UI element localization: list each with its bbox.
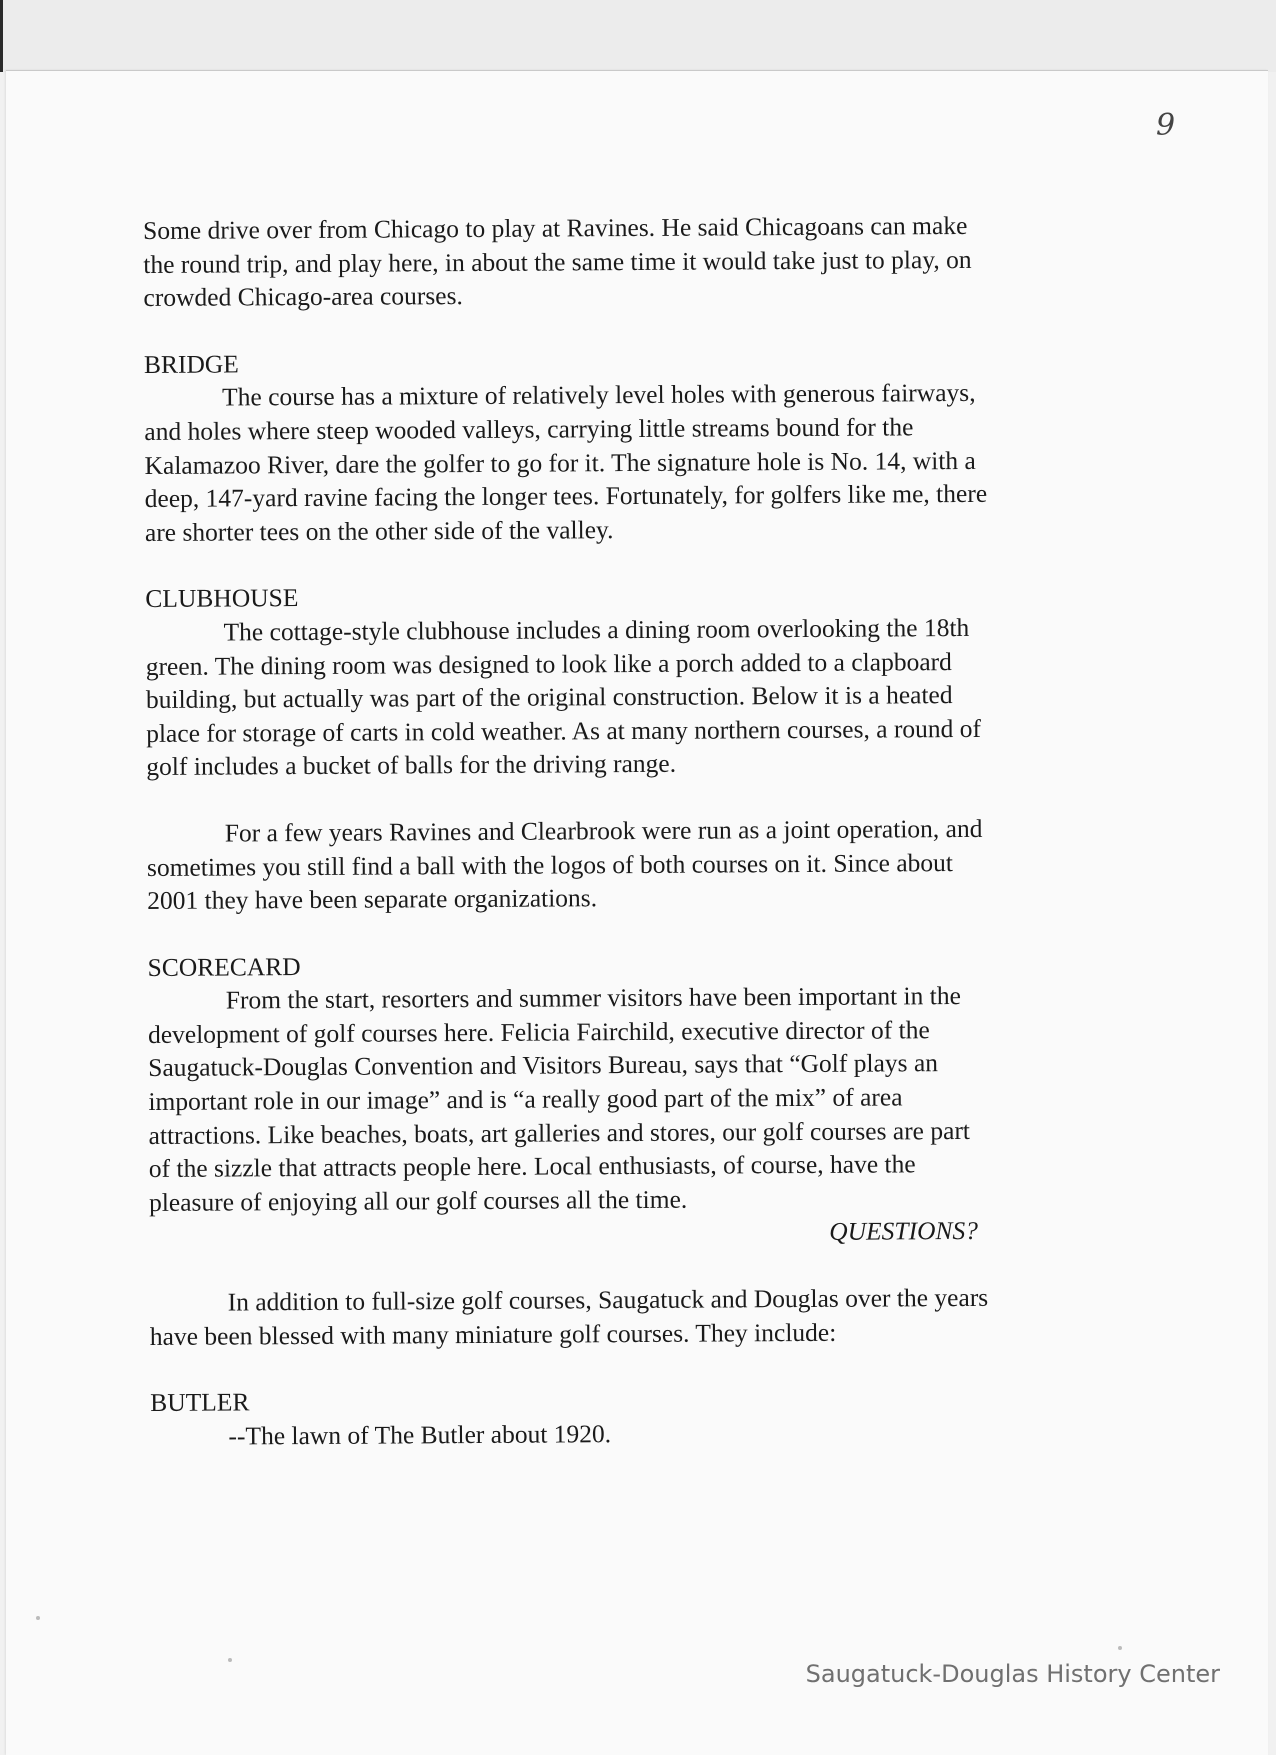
miniature-line: have been blessed with many miniature golf courses. They include: xyxy=(149,1317,837,1351)
joint-line: sometimes you still find a ball with the logos of both courses on it. Since about xyxy=(146,847,954,882)
scan-speck xyxy=(228,1658,232,1662)
scorecard-line: From the start, resorters and summer visitors have been important in the xyxy=(225,981,961,1015)
clubhouse-line: green. The dining room was designed to look like a porch added to a clapboard xyxy=(145,646,952,681)
section-heading-butler: BUTLER xyxy=(150,1387,250,1418)
scorecard-line: pleasure of enjoying all our golf courses all the time. xyxy=(148,1184,688,1217)
scan-speck xyxy=(36,1616,40,1620)
scorecard-line: Saugatuck-Douglas Convention and Visitors Bureau, says that “Golf plays an xyxy=(148,1048,939,1083)
scan-edge-mark xyxy=(0,0,3,72)
clubhouse-line: The cottage-style clubhouse includes a dining room overlooking the 18th xyxy=(223,612,970,647)
bridge-line: deep, 147-yard ravine facing the longer tees. Fortunately, for golfers like me, there xyxy=(144,479,988,514)
document-body xyxy=(143,208,1141,1453)
scorecard-line: development of golf courses here. Felicia Fairchild, executive director of the xyxy=(147,1015,930,1049)
bridge-line: The course has a mixture of relatively level holes with generous fairways, xyxy=(222,378,976,412)
section-heading-bridge: BRIDGE xyxy=(143,349,239,379)
section-heading-scorecard: SCORECARD xyxy=(147,951,301,982)
clubhouse-line: golf includes a bucket of balls for the driving range. xyxy=(146,749,677,782)
joint-line: 2001 they have been separate organizations. xyxy=(147,883,598,916)
scorecard-line: of the sizzle that attracts people here. Local enthusiasts, of course, have the xyxy=(148,1149,916,1184)
intro-line: crowded Chicago-area courses. xyxy=(143,281,463,313)
miniature-line: In addition to full-size golf courses, Saugatuck and Douglas over the years xyxy=(227,1282,989,1317)
page-number: 9 xyxy=(1156,108,1176,143)
scanner-top-band xyxy=(0,0,1276,72)
clubhouse-line: place for storage of carts in cold weather. As at many northern courses, a round of xyxy=(146,713,982,748)
intro-line: Some drive over from Chicago to play at Ravines. He said Chicagoans can make xyxy=(143,210,968,245)
scorecard-line: attractions. Like beaches, boats, art galleries and stores, our golf courses are part xyxy=(148,1115,971,1150)
butler-line: --The lawn of The Butler about 1920. xyxy=(228,1418,612,1451)
intro-line: the round trip, and play here, in about the same time it would take just to play, on xyxy=(143,244,972,279)
section-heading-clubhouse: CLUBHOUSE xyxy=(145,583,299,614)
bridge-line: and holes where steep wooded valleys, carrying little streams bound for the xyxy=(144,412,914,446)
bridge-line: are shorter tees on the other side of the valley. xyxy=(144,514,614,547)
watermark: Saugatuck-Douglas History Center xyxy=(805,1660,1220,1688)
bridge-line: Kalamazoo River, dare the golfer to go for it. The signature hole is No. 14, with a xyxy=(144,445,976,480)
joint-line: For a few years Ravines and Clearbrook were run as a joint operation, and xyxy=(224,813,983,848)
clubhouse-line: building, but actually was part of the original construction. Below it is a heated xyxy=(145,680,953,715)
scorecard-line: important role in our image” and is “a really good part of the mix” of area xyxy=(148,1082,903,1117)
questions-cue: QUESTIONS? xyxy=(829,1216,979,1247)
scan-speck xyxy=(1118,1646,1122,1650)
